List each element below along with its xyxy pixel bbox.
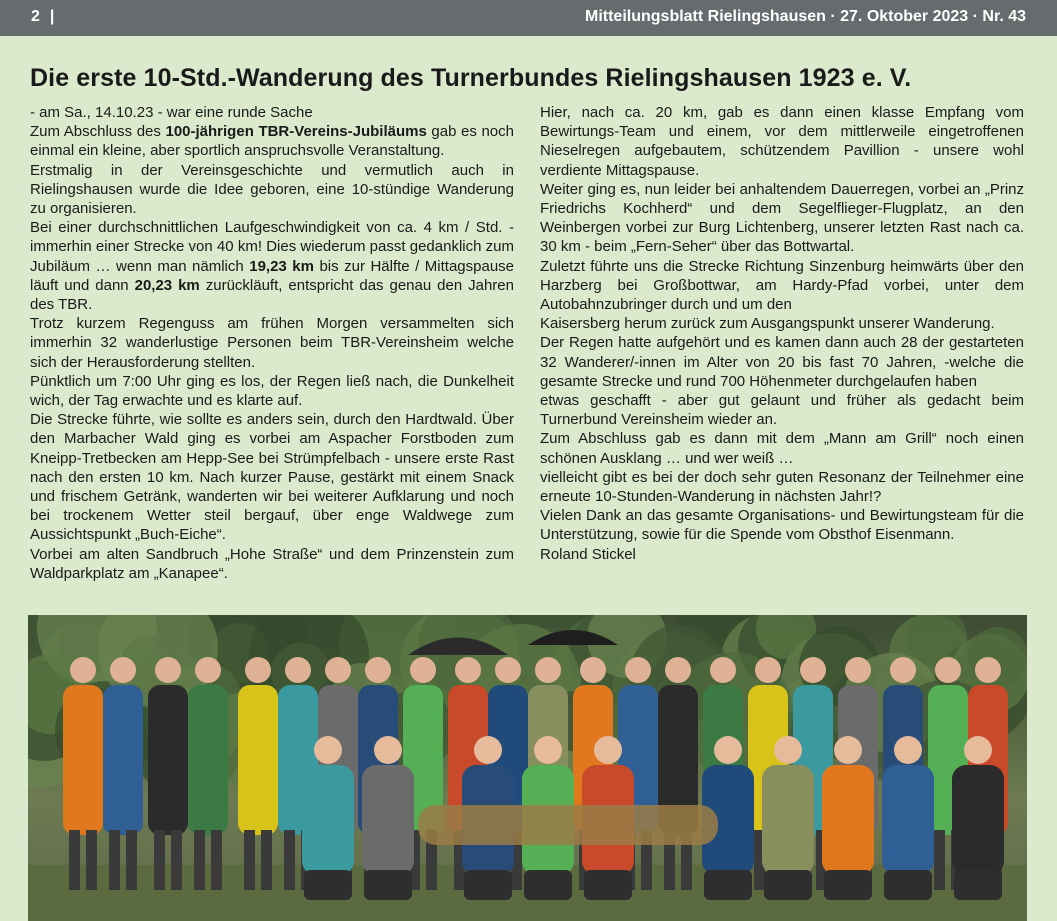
article-column-left — [30, 103, 514, 583]
paragraph: Hier, nach ca. 20 km, gab es dann einen klasse Empfang vom Bewirtungs-Team und einem, vor dem mittlerweile eingetroffenen Nieselregen aufgebautem, schützendem Pavillion - unsere wohl verdiente Mittagspause. — [540, 104, 1024, 179]
paragraph: Der Regen hatte aufgehört und es kamen dann auch 28 der gestarteten 32 Wanderer/-innen im Alter von 20 bis fast 70 Jahren, -welche die gesamte Strecke und rund 700 Höhenmeter durchgelaufen haben — [540, 334, 1024, 390]
paragraph: etwas geschafft - aber gut gelaunt und früher als gedacht beim Turnerbund Vereinsheim wieder an. — [540, 392, 1024, 429]
publication-info: Mitteilungsblatt Rielingshausen · 27. Oktober 2023 · Nr. 43 — [585, 8, 1026, 25]
paragraph: Vielen Dank an das gesamte Organisations- und Bewirtungsteam für die Unterstützung, sowie für die Spende vom Obsthof Eisenmann. — [540, 507, 1024, 544]
paragraph: Roland Stickel — [540, 545, 636, 563]
paragraph: Kaisersberg herum zurück zum Ausgangspunkt unserer Wanderung. — [540, 315, 995, 333]
paragraph: Die Strecke führte, wie sollte es anders sein, durch den Hardtwald. Über den Marbacher Wald ging es vorbei am Aspacher Forstboden zum Kneipp-Tretbecken am Hepp-See bei Strümpfelbach - unsere erste Rast nach den ersten 10 km. Nach kurzer Pause, gestärkt mit einem Snack und frischem Getränk, wanderten wir bei weiterer Aufklarung und noch bei trockenem Wetter steil bergauf, über enge Waldwege zum Aussichtspunkt „Buch-Eiche“. — [30, 411, 514, 544]
paragraph: Zuletzt führte uns die Strecke Richtung Sinzenburg heimwärts über den Harzberg bei Großbottwar, am Hardy-Pfad vorbei, unter dem Autobahnzubringer durch und um den — [540, 257, 1024, 314]
article-column-right — [540, 103, 1024, 564]
paragraph: - am Sa., 14.10.23 - war eine runde Sache — [30, 104, 313, 121]
article-title: Die erste 10-Std.-Wanderung des Turnerbundes Rielingshausen 1923 e. V. — [30, 64, 912, 92]
paragraph: Zum Abschluss des 100-jährigen TBR-Vereins-Jubiläums gab es noch einmal ein kleine, aber sportlich anspruchsvolle Veranstaltung. — [30, 123, 514, 160]
paragraph: Weiter ging es, nun leider bei anhaltendem Dauerregen, vorbei an „Prinz Friedrichs Kochherd“ und dem Segelflieger-Flugplatz, an den Weinbergen vorbei zur Burg Lichtenberg, unserer letzten Rast nach ca. 30 km - beim „Fern-Seher“ über das Bottwartal. — [540, 180, 1024, 256]
paragraph: Vorbei am alten Sandbruch „Hohe Straße“ und dem Prinzenstein zum Waldparkplatz am „Kanapee“. — [30, 545, 514, 582]
paragraph: Bei einer durchschnittlichen Laufgeschwindigkeit von ca. 4 km / Std. - immerhin einer Strecke von 40 km! Dies wiederum passt gedanklich zum Jubiläum … wenn man nämlich 19,23 km bis zur Hälfte / Mittagspause läuft und dann 20,23 km zurückläuft, entspricht das genau den Jahren des TBR. — [30, 219, 515, 314]
paragraph: Pünktlich um 7:00 Uhr ging es los, der Regen ließ nach, die Dunkelheit wich, der Tag erwachte und es klarte auf. — [30, 372, 514, 410]
paragraph: Trotz kurzem Regenguss am frühen Morgen versammelten sich immerhin 32 wanderlustige Personen beim TBR-Vereinsheim welche sich der Herausforderung stellten. — [30, 315, 514, 371]
paragraph: Erstmalig in der Vereinsgeschichte und vermutlich auch in Rielingshausen wurde die Idee geboren, eine 10-stündige Wanderung zu organisieren. — [30, 161, 514, 218]
paragraph: vielleicht gibt es bei der doch sehr guten Resonanz der Teilnehmer eine erneute 10-Stunden-Wanderung in nächsten Jahr!? — [540, 468, 1024, 506]
page-header — [0, 0, 1057, 36]
paragraph: Zum Abschluss gab es dann mit dem „Mann am Grill“ noch einen schönen Ausklang … und wer weiß … — [540, 430, 1024, 467]
page-number: 2 | — [31, 8, 55, 25]
group-photo — [28, 615, 1027, 921]
